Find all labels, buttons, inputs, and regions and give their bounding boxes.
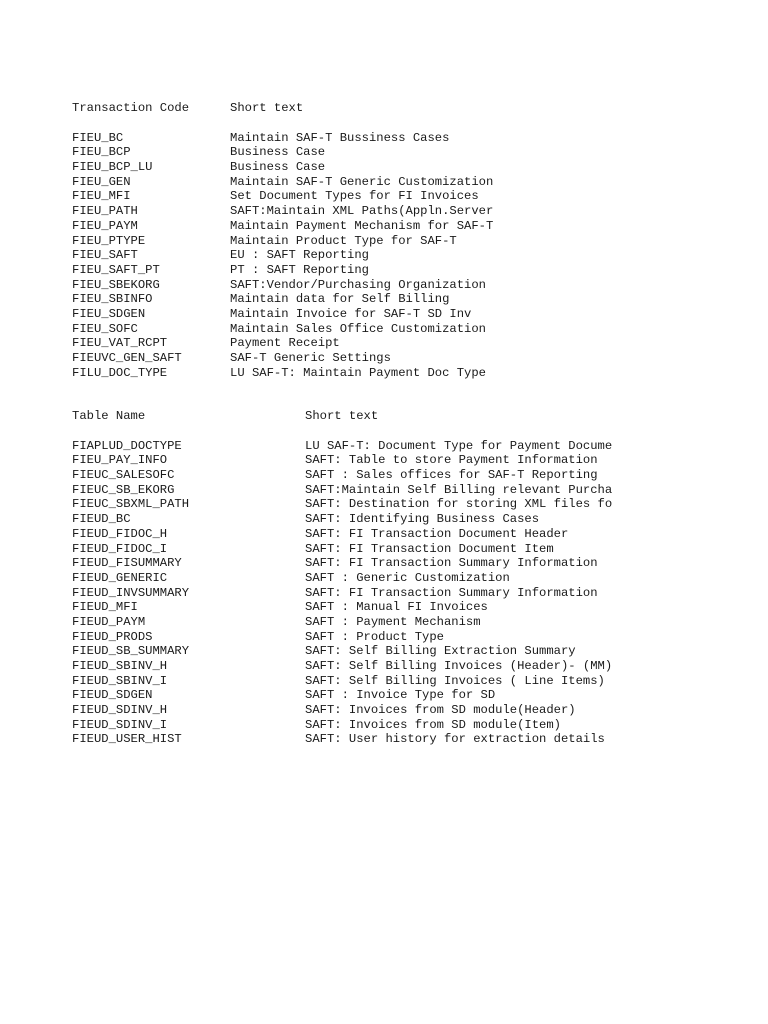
transactions-short-text: SAF-T Generic Settings [230, 351, 391, 365]
tables-short-text: SAFT:Maintain Self Billing relevant Purcha [305, 482, 613, 497]
tables-short-text: SAFT: Table to store Payment Information [305, 453, 598, 468]
transactions-code: FIEU_SOFC [72, 321, 138, 336]
table-row [72, 659, 613, 674]
tables-short-text: SAFT: Self Billing Invoices ( Line Items) [305, 673, 605, 688]
tables-short-text: SAFT : Payment Mechanism [305, 614, 481, 629]
transaction-rows [72, 130, 494, 381]
tables-code: FIEUD_SB_SUMMARY [72, 644, 190, 659]
table-row [72, 248, 369, 263]
table-row [72, 262, 369, 278]
tables-short-text: SAFT: User history for extraction details [305, 732, 605, 747]
transactions-short-text: EU : SAFT Reporting [230, 248, 369, 263]
tables-short-text: SAFT : Product Type [305, 629, 444, 644]
transactions-short-text: Business Case [230, 160, 326, 175]
transactions-code: FILU_DOC_TYPE [72, 365, 168, 380]
table-row [72, 629, 444, 645]
transactions-code: FIEU_SBEKORG [72, 277, 160, 292]
tables-short-text: SAFT : Manual FI Invoices [305, 600, 488, 615]
transactions-code: FIEU_SBINFO [72, 292, 153, 307]
transactions-short-text: Maintain SAF-T Bussiness Cases [230, 130, 450, 145]
transactions-code: FIEU_SAFT_PT [72, 262, 160, 277]
tables-code: FIEU_PAY_INFO [72, 453, 168, 468]
transactions-short-text: Maintain Payment Mechanism for SAF-T [230, 218, 494, 233]
table-row [72, 644, 576, 659]
table-row [72, 218, 494, 234]
transactions-short-text: Maintain Product Type for SAF-T [230, 233, 457, 248]
tables-code: FIEUD_SBINV_I [72, 673, 168, 688]
transaction-short-text-column-header: Short text [230, 101, 304, 115]
tables-code: FIEUD_FISUMMARY [72, 556, 182, 571]
transactions-short-text: Set Document Types for FI Invoices [230, 189, 479, 204]
tables-code: FIEUD_SBINV_H [72, 659, 168, 673]
transaction-code-column-header: Transaction Code [72, 101, 190, 115]
tables-code: FIEUC_SALESOFC [72, 468, 175, 483]
transactions-short-text: Maintain Sales Office Customization [230, 321, 486, 336]
table-row [72, 482, 613, 498]
tables-short-text: SAFT: Identifying Business Cases [305, 512, 540, 527]
table-row [72, 703, 576, 718]
transactions-code: FIEU_MFI [72, 189, 131, 204]
table-row [72, 233, 457, 249]
tables-code: FIAPLUD_DOCTYPE [72, 438, 182, 453]
tables-short-text: SAFT: FI Transaction Summary Information [305, 585, 598, 600]
tables-short-text: SAFT: Destination for storing XML files fo [305, 497, 613, 512]
tables-code: FIEUD_PRODS [72, 629, 153, 644]
tables-short-text: SAFT: Invoices from SD module(Header) [305, 703, 576, 718]
transactions-code: FIEU_PTYPE [72, 233, 146, 248]
table-row [72, 556, 598, 571]
tables-code: FIEUD_FIDOC_I [72, 541, 168, 556]
table-row [72, 160, 326, 175]
transaction-table-header [72, 101, 304, 116]
transactions-code: FIEU_BCP [72, 145, 131, 160]
tables-code: FIEUD_FIDOC_H [72, 526, 168, 541]
transactions-short-text: SAFT:Maintain XML Paths(Appln.Server [230, 204, 494, 219]
transactions-short-text: Payment Receipt [230, 336, 340, 351]
table-row [72, 438, 613, 454]
transactions-code: FIEU_VAT_RCPT [72, 336, 168, 351]
table-row [72, 688, 496, 703]
table-name-column-header: Table Name [72, 409, 146, 423]
table-row [72, 189, 479, 204]
table-row [72, 526, 569, 542]
tables-code: FIEUC_SB_EKORG [72, 482, 175, 497]
transactions-code: FIEU_BCP_LU [72, 160, 153, 175]
tables-short-text: SAFT : Sales offices for SAF-T Reporting [305, 468, 598, 483]
table-row [72, 145, 326, 160]
tables-short-text: LU SAF-T: Document Type for Payment Docume [305, 438, 613, 453]
tables-code: FIEUD_USER_HIST [72, 732, 182, 747]
table-rows [72, 438, 613, 747]
tables-short-text: SAFT : Generic Customization [305, 570, 510, 585]
table-row [72, 614, 481, 630]
transactions-code: FIEU_GEN [72, 174, 131, 189]
table-names-header [72, 409, 379, 424]
transactions-short-text: Maintain Invoice for SAF-T SD Inv [230, 306, 472, 321]
tables-code: FIEUD_MFI [72, 600, 138, 615]
table-row [72, 570, 510, 586]
table-row [72, 130, 450, 146]
table-names-section [72, 409, 613, 747]
table-row [72, 453, 598, 468]
transactions-code: FIEU_BC [72, 130, 124, 145]
table-row [72, 673, 605, 689]
tables-code: FIEUC_SBXML_PATH [72, 497, 190, 512]
table-row [72, 365, 486, 381]
tables-code: FIEUD_INVSUMMARY [72, 585, 190, 600]
transactions-code: FIEU_SAFT [72, 248, 138, 263]
table-row [72, 497, 613, 512]
table-row [72, 585, 598, 601]
table-short-text-column-header: Short text [305, 409, 379, 423]
tables-code: FIEUD_SDGEN [72, 688, 153, 703]
transactions-code: FIEU_SDGEN [72, 306, 146, 321]
table-row [72, 468, 598, 483]
table-row [72, 512, 540, 527]
transactions-code: FIEU_PATH [72, 204, 138, 219]
transactions-short-text: PT : SAFT Reporting [230, 262, 369, 277]
tables-code: FIEUD_BC [72, 512, 131, 527]
tables-code: FIEUD_SDINV_H [72, 703, 168, 718]
tables-short-text: SAFT: Self Billing Extraction Summary [305, 644, 576, 659]
tables-short-text: SAFT: Self Billing Invoices (Header)- (MM) [305, 659, 613, 673]
transactions-short-text: LU SAF-T: Maintain Payment Doc Type [230, 365, 486, 380]
table-row [72, 321, 486, 337]
table-row [72, 277, 486, 293]
table-row [72, 306, 472, 322]
table-row [72, 732, 605, 747]
table-row [72, 541, 554, 557]
transactions-short-text: Business Case [230, 145, 326, 160]
table-row [72, 351, 391, 366]
table-row [72, 717, 561, 733]
transactions-code: FIEUVC_GEN_SAFT [72, 351, 182, 365]
transactions-short-text: Maintain SAF-T Generic Customization [230, 174, 494, 189]
tables-code: FIEUD_SDINV_I [72, 717, 168, 732]
tables-short-text: SAFT: FI Transaction Document Header [305, 526, 569, 541]
transaction-codes-section [72, 101, 494, 380]
tables-short-text: SAFT: Invoices from SD module(Item) [305, 717, 561, 732]
tables-short-text: SAFT: FI Transaction Document Item [305, 541, 554, 556]
transactions-code: FIEU_PAYM [72, 218, 138, 233]
tables-short-text: SAFT: FI Transaction Summary Information [305, 556, 598, 571]
transactions-short-text: Maintain data for Self Billing [230, 292, 450, 307]
transactions-short-text: SAFT:Vendor/Purchasing Organization [230, 277, 486, 292]
table-row [72, 336, 340, 351]
table-row [72, 204, 494, 219]
tables-code: FIEUD_PAYM [72, 614, 146, 629]
tables-code: FIEUD_GENERIC [72, 570, 168, 585]
table-row [72, 600, 488, 615]
table-row [72, 174, 494, 190]
table-row [72, 292, 450, 307]
tables-short-text: SAFT : Invoice Type for SD [305, 688, 496, 703]
